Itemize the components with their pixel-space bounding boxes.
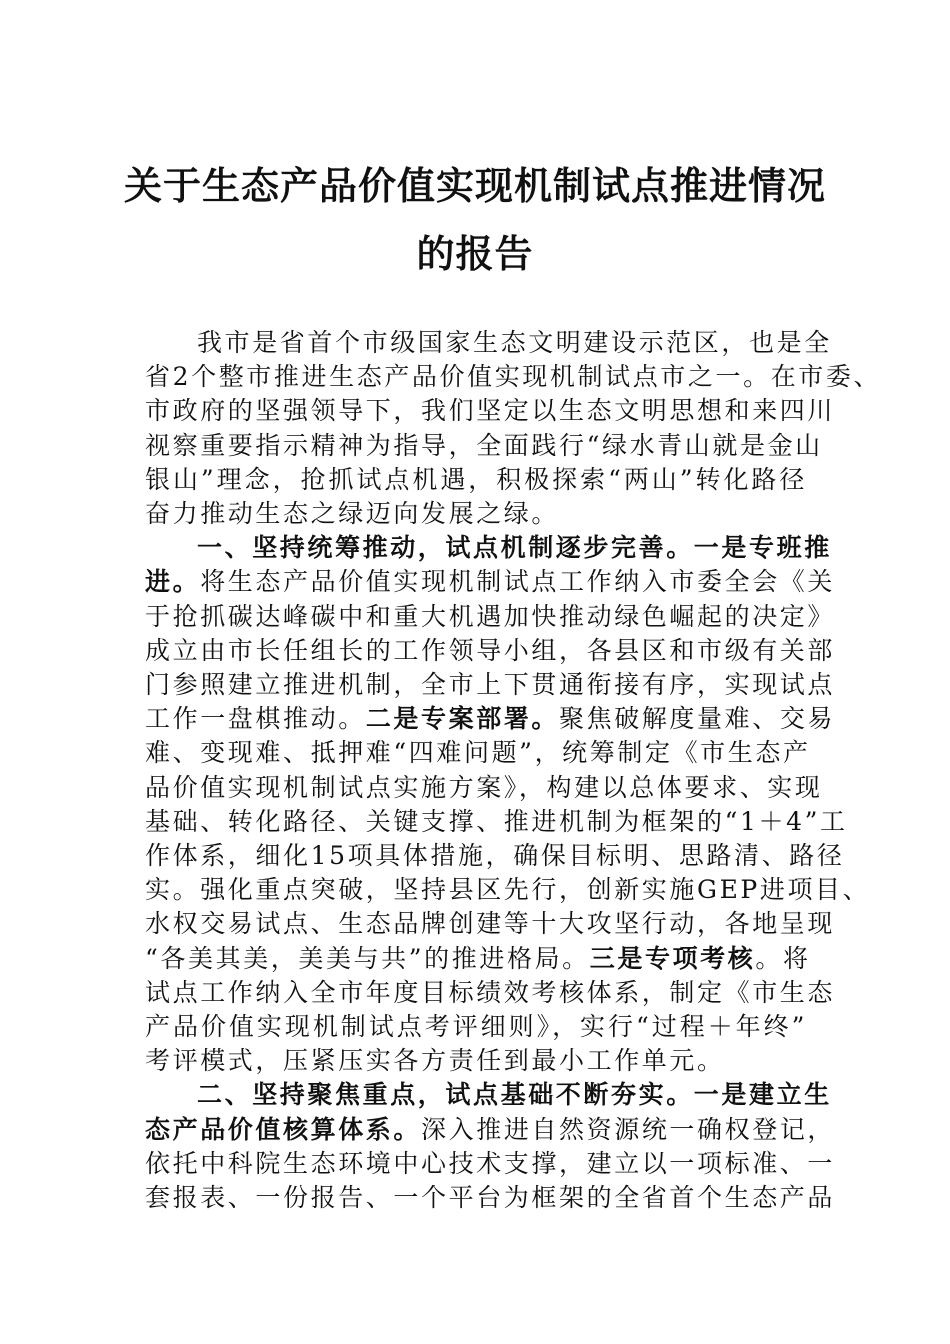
paragraph-3-line: 依托中科院生态环境中心技术支撑，建立以一项标准、一 [145, 1148, 836, 1178]
paragraph-2-line: 于抢抓碳达峰碳中和重大机遇加快推动绿色崛起的决定》 [145, 601, 836, 631]
subheading-hesuan: 态产品价值核算体系。 [145, 1114, 422, 1144]
section-1-heading: 一、坚持统筹推动，试点机制逐步完善。一是专班推 [197, 533, 832, 563]
subheading-zhuanan: 二是专案部署。 [365, 704, 560, 734]
paragraph-1-line: 我市是省首个市级国家生态文明建设示范区，也是全 [197, 328, 832, 357]
paragraph-1-line: 市政府的坚强领导下，我们坚定以生态文明思想和来四川 [145, 396, 836, 426]
paragraph-3-line: 套报表、一份报告、一个平台为框架的全省首个生态产品 [145, 1183, 836, 1213]
document-title-line-1: 关于生态产品价值实现机制试点推进情况 [123, 163, 826, 208]
paragraph-2-line: 成立由市长任组长的工作领导小组，各县区和市级有关部 [145, 635, 836, 665]
paragraph-2-line: 基础、转化路径、关键支撑、推进机制为框架的“1＋4”工 [145, 806, 848, 836]
paragraph-1-line: 银山”理念，抢抓试点机遇，积极探索“两山”转化路径 [145, 464, 807, 494]
paragraph-2-line: 作体系，细化15项具体措施，确保目标明、思路清、路径 [145, 841, 845, 871]
subheading-zhuanxiang: 三是专项考核 [589, 943, 756, 973]
section-2-heading: 二、坚持聚焦重点，试点基础不断夯实。一是建立生 [197, 1080, 832, 1110]
paragraph-1-line: 省2个整市推进生态产品价值实现机制试点市之一。在市委、 [145, 362, 882, 392]
document-title-line-2: 的报告 [416, 231, 534, 276]
paragraph-2-line: 产品价值实现机制试点考评细则》，实行“过程＋年终” [145, 1012, 807, 1042]
paragraph-2-line: 考评模式，压紧压实各方责任到最小工作单元。 [145, 1046, 725, 1076]
paragraph-1-line: 视察重要指示精神为指导，全面践行“绿水青山就是金山 [145, 430, 823, 460]
paragraph-2-line: 工作一盘棋推动。二是专案部署。聚焦破解度量难、交易 [145, 704, 836, 734]
paragraph-2-line: 品价值实现机制试点实施方案》，构建以总体要求、实现 [145, 772, 823, 802]
paragraph-2-line: 门参照建立推进机制，全市上下贯通衔接有序，实现试点 [145, 670, 836, 700]
paragraph-3-line: 态产品价值核算体系。深入推进自然资源统一确权登记， [145, 1114, 836, 1144]
paragraph-2-line: 水权交易试点、生态品牌创建等十大攻坚行动，各地呈现 [145, 909, 836, 939]
paragraph-2-line: “各美其美，美美与共”的推进格局。三是专项考核。将 [145, 943, 811, 973]
paragraph-2-line: 难、变现难、抵押难“四难问题”，统筹制定《市生态产 [145, 738, 811, 768]
paragraph-2-line: 实。强化重点突破，坚持县区先行，创新实施GEP进项目、 [145, 875, 871, 905]
paragraph-2-line: 试点工作纳入全市年度目标绩效考核体系，制定《市生态 [145, 977, 836, 1007]
document-body [145, 326, 882, 1215]
paragraph-1-line: 奋力推动生态之绿迈向发展之绿。 [145, 499, 560, 529]
paragraph-2-line: 进。将生态产品价值实现机制试点工作纳入市委全会《关 [145, 567, 836, 597]
subheading-zhuanban: 进。 [145, 567, 201, 597]
